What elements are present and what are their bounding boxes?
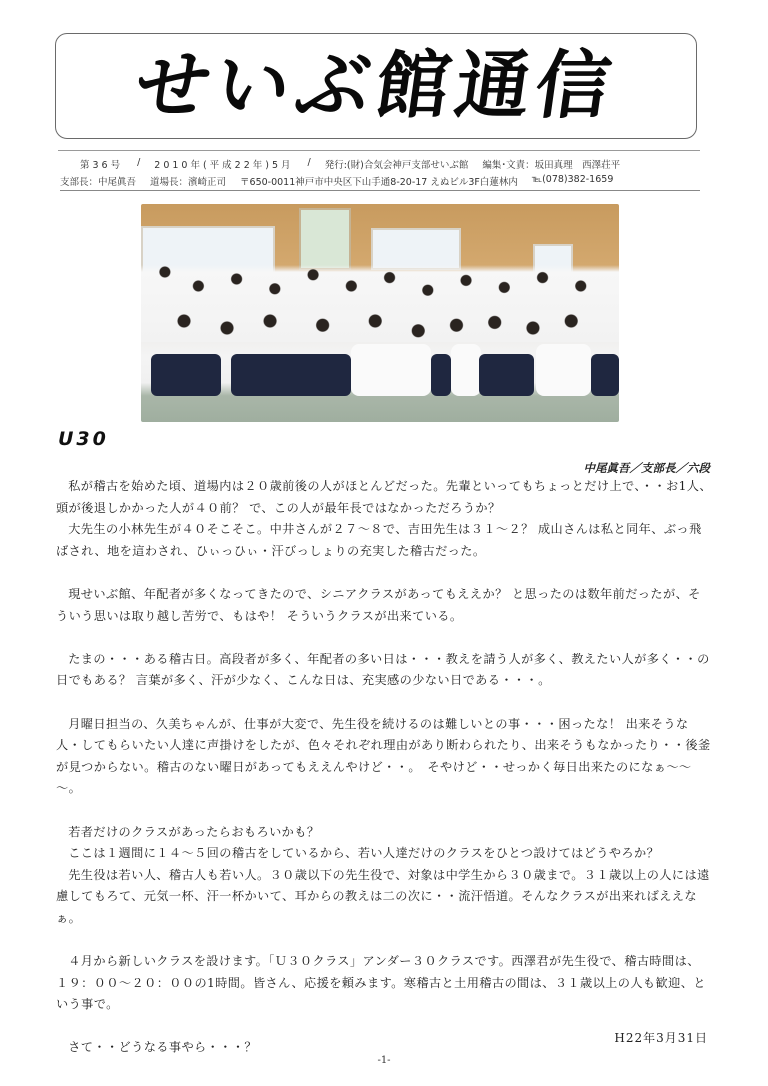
paragraph: 若者だけのクラスがあったらおもろいかも？ — [68, 824, 320, 839]
article-date: H22年3月31日 — [614, 1031, 708, 1045]
paragraph-gap — [56, 800, 712, 822]
photo-hakama — [479, 354, 534, 396]
photo-kids — [536, 344, 591, 396]
newsletter-title: せいぶ館通信 — [129, 43, 623, 129]
paragraph: たまの・・・ある稽古日。高段者が多く、年配者の多い日は・・・教えを請う人が多く、教えたい人が多く・・の日でもある？ 言葉が多く、汗が少なく、こんな日は、充実感の少ない日である・・・。 — [56, 651, 710, 688]
paragraph: 大先生の小林先生が４０そこそこ。中井さんが２７～８で、吉田先生は３１～２？ 成山さんは私と同年、ぶっ飛ばされ、地を這わされ、ひぃっひぃ・汗びっしょりの充実した稽古だった。 — [56, 522, 702, 558]
paragraph-gap — [56, 929, 712, 951]
masthead-box — [55, 33, 697, 139]
publisher: 発行:(財)合気会神戸支部せいぶ館 — [324, 160, 469, 171]
paragraph: 私が稽古を始めた頃、道場内は２０歳前後の人がほとんどだった。先輩といってもちょっとだけ上で、・・お1人、頭が後退しかかった人が４０前？ で、この人が最年長ではなかっただろうか？ — [56, 479, 712, 515]
contact-info-line — [60, 174, 700, 191]
photo-hakama — [151, 354, 221, 396]
page-number: -1- — [377, 1055, 391, 1066]
dojo-head: 道場長：濱崎正司 — [150, 177, 227, 188]
paragraph: 先生役は若い人、稽古人も若い人。３０歳以下の先生役で、対象は中学生から３０歳まで。３１歳以上の人には遠慮してもろて、元気一杯、汗一杯かいて、耳からの教えは二の次に・・流汗悟道。そんなクラスが出来ればええなぁ。 — [56, 867, 710, 925]
paragraph: ４月から新しいクラスを設けます。「Ｕ３０クラス」アンダー３０クラスです。西澤君が先生役で、稽古時間は、１９：００～２０：００の1時間。皆さん、応援を頼みます。寒稽古と土用稽古の間は、３１歳以上の人も歓迎、という事で。 — [56, 954, 706, 1012]
editors: 編集･文責：坂田真理 西澤荘平 — [482, 160, 621, 171]
address: 〒650-0011神戸市中央区下山手通8-20-17 えぬビル3F白蓮林内 — [240, 177, 518, 188]
article-body — [56, 476, 712, 1059]
branch-head: 支部長：中尾眞吾 — [60, 177, 137, 188]
group-photo — [141, 204, 619, 422]
paragraph: ここは１週間に１４～５回の稽古をしているから、若い人達だけのクラスをひとつ設けてはどうやろか？ — [68, 846, 660, 861]
separator: / — [137, 157, 141, 168]
paragraph-gap — [56, 627, 712, 649]
issue-date: 2010年(平成22年)5月 — [154, 160, 294, 171]
article-title: U30 — [58, 428, 109, 450]
header-divider — [58, 150, 700, 151]
paragraph: さて・・どうなる事やら・・・？ — [68, 1040, 257, 1055]
telephone: ℡(078)382-1659 — [531, 174, 614, 185]
paragraph-gap — [56, 562, 712, 584]
paragraph: 月曜日担当の、久美ちゃんが、仕事が大変で、先生役を続けるのは難しいとの事・・・困ったな！ 出来そうな人・してもらいたい人達に声掛けをしたが、色々それぞれ理由があり断わられたり、出来そうもなかったり・・後釜が見つからない。稽古のない曜日があってもええんやけど・・。 そやけど・・せっかく毎日出来たのになぁ～～～。 — [56, 716, 711, 796]
photo-hakama — [591, 354, 619, 396]
photo-hakama — [231, 354, 351, 396]
issue-info-line — [60, 157, 720, 171]
photo-hakama — [431, 354, 451, 396]
issue-number: 第36号 — [80, 160, 124, 171]
paragraph: 現せいぶ館、年配者が多くなってきたので、シニアクラスがあってもええか？ と思ったのは数年前だったが、そういう思いは取り越し苦労で、もはや！ そういうクラスが出来ている。 — [56, 586, 701, 623]
photo-kids — [351, 344, 431, 396]
separator: / — [307, 157, 311, 168]
article-byline: 中尾眞吾／支部長／六段 — [583, 461, 710, 475]
photo-kids — [451, 344, 481, 396]
paragraph-gap — [56, 692, 712, 714]
